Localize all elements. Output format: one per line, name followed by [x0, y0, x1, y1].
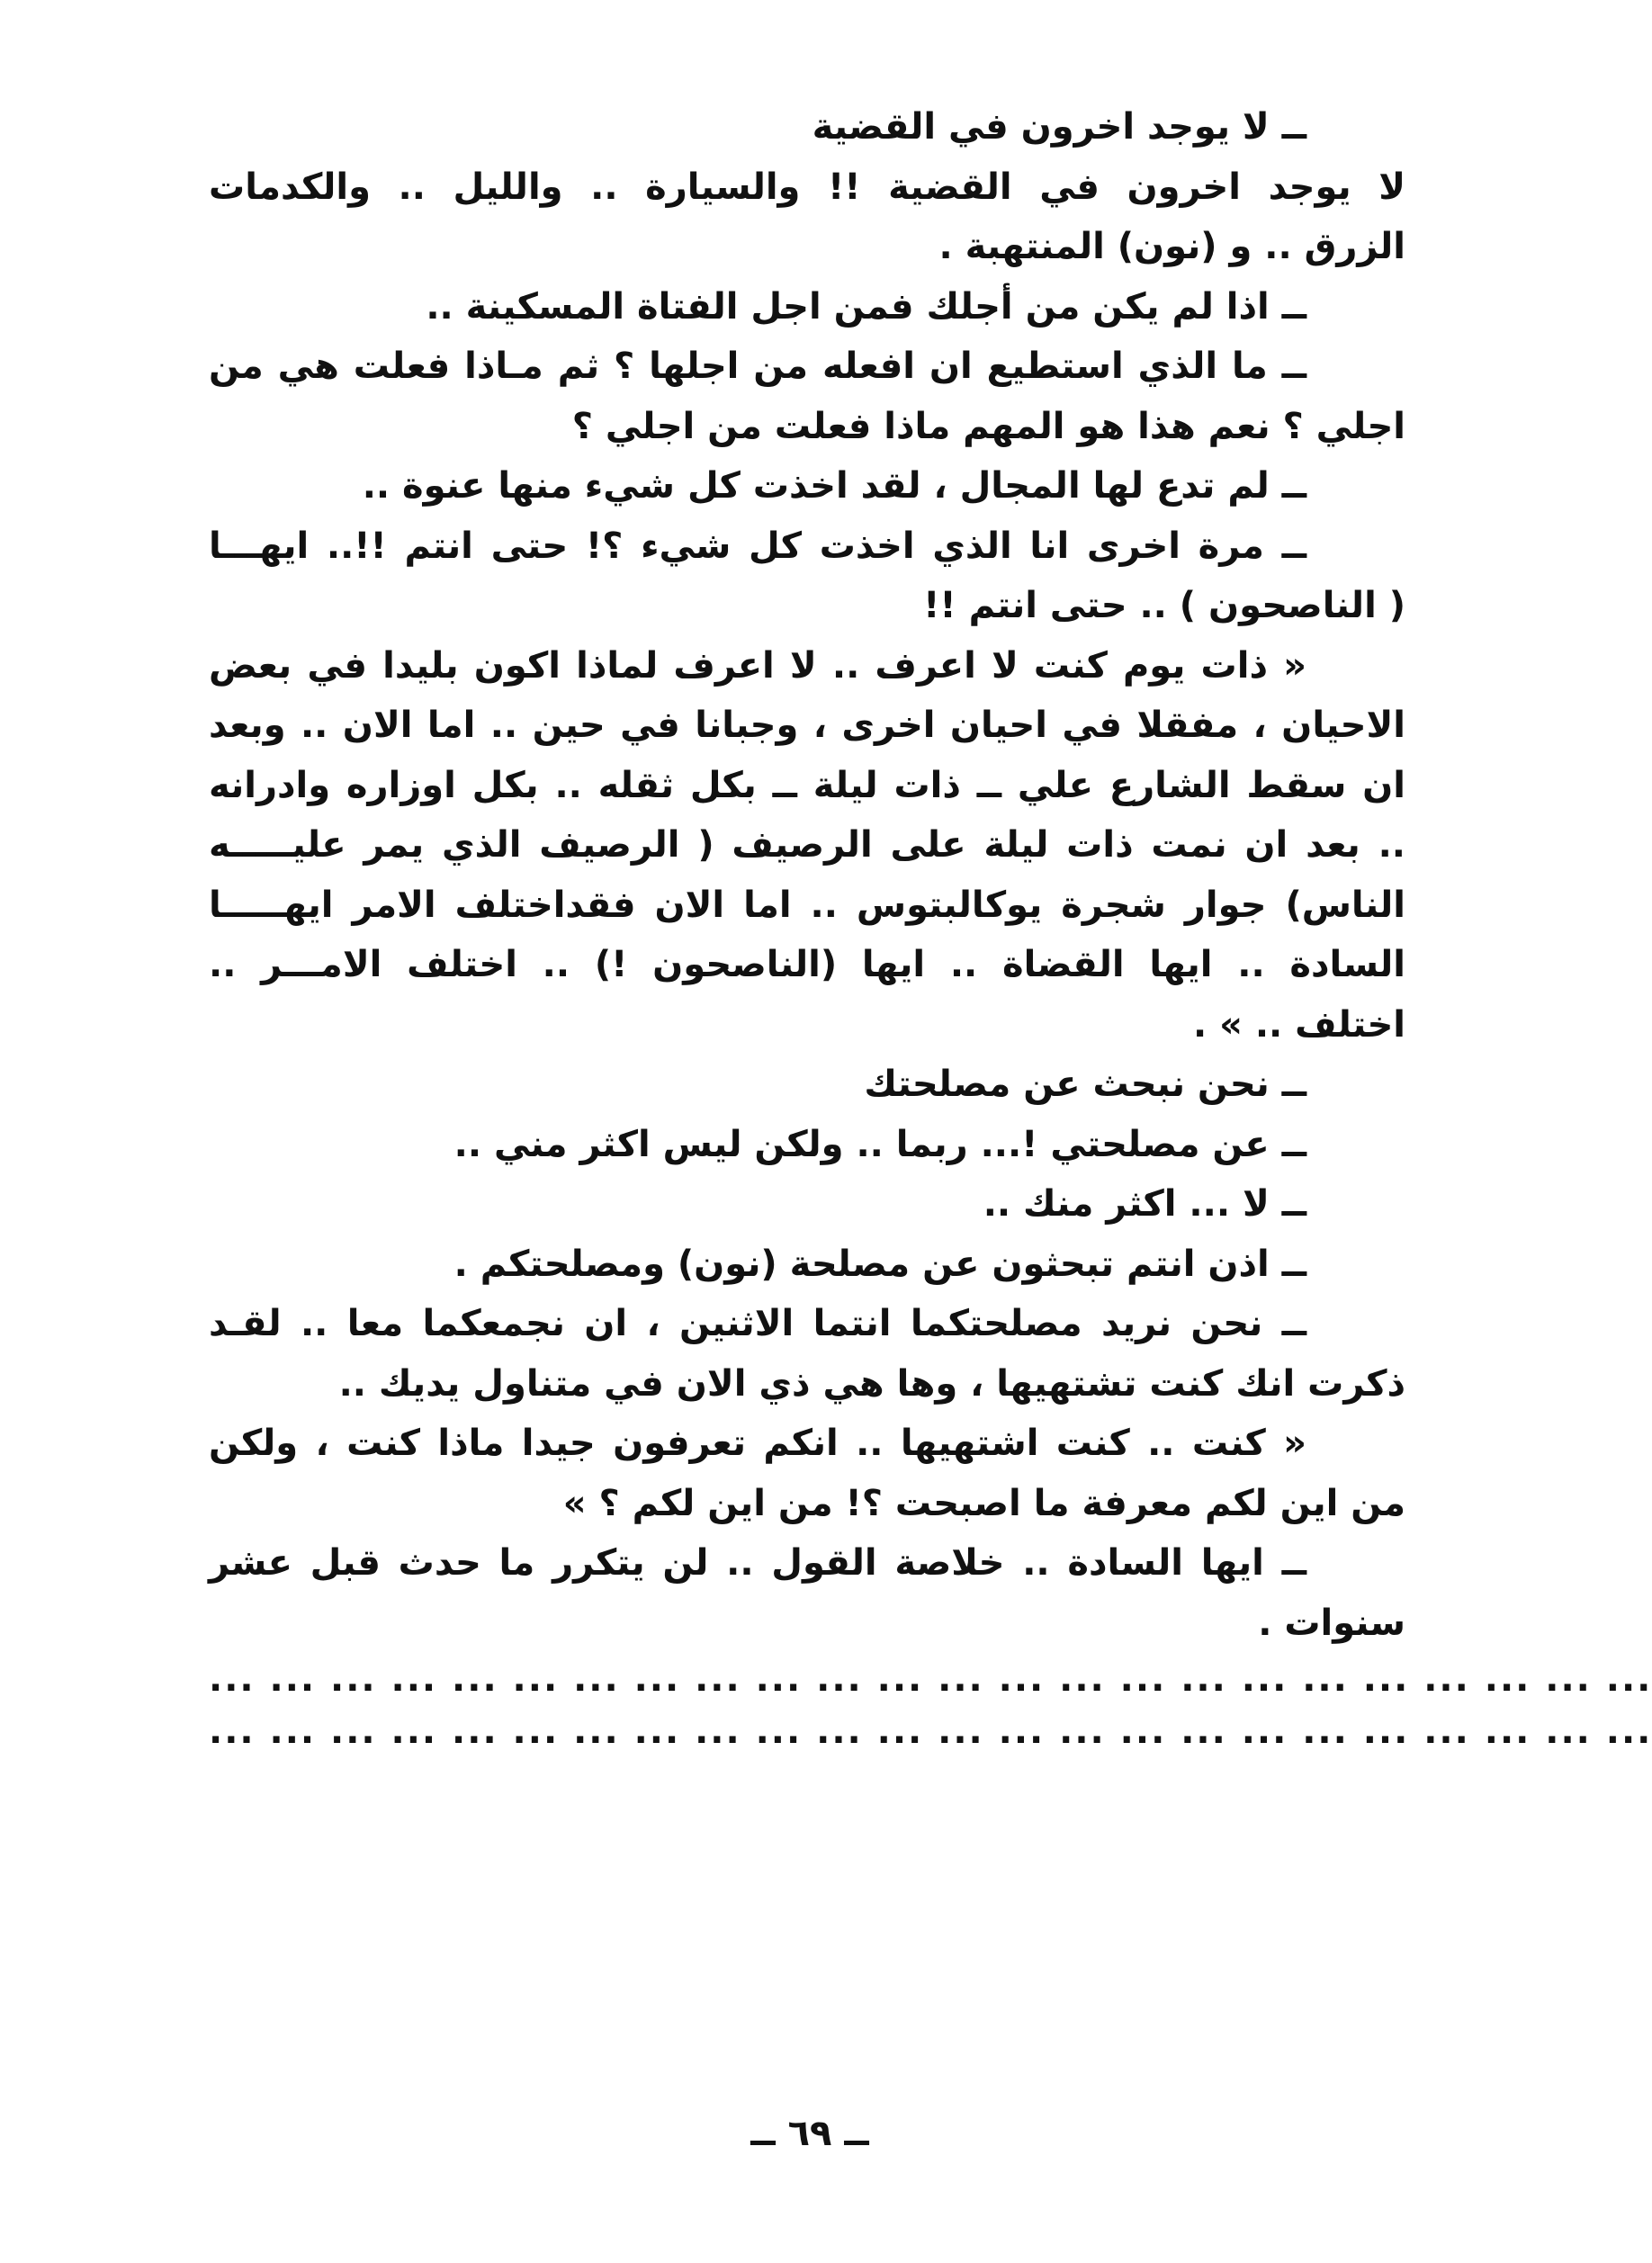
- text-line: ــ نحن نريد مصلحتكما انتما الاثنين ، ان نجمعكما معا .. لقـد: [209, 1303, 1306, 1344]
- text-line: ــ نحن نبحث عن مصلحتك: [864, 1064, 1306, 1105]
- text-line: ( الناصحون ) .. حتى انتم !!: [923, 585, 1405, 626]
- text-line: ــ لا يوجد اخرون في القضية: [812, 106, 1306, 148]
- text-line: اختلف .. » .: [1192, 1003, 1405, 1046]
- text-line: « كنت .. كنت اشتهيها .. انكم تعرفون جيدا ماذا كنت ، ولكن: [209, 1423, 1306, 1464]
- text-line: ــ ما الذي استطيع ان افعله من اجلها ؟ ثم مـاذا فعلت هي من: [209, 346, 1306, 387]
- text-line: ــ ايها السادة .. خلاصة القول .. لن يتكرر ما حدث قبل عشر: [209, 1542, 1306, 1584]
- text-line: ــ اذا لم يكن من أجلك فمن اجل الفتاة المسكينة ..: [426, 285, 1306, 328]
- ellipsis-row: ... ... ... ... ... ... ... ... ... ... ... ... ... ... ... ... ... ... ... ... ... ... ... ...: [209, 1711, 1652, 1752]
- text-line: من اين لكم معرفة ما اصبحت ؟! من اين لكم ؟ »: [562, 1482, 1405, 1524]
- text-line: ذكرت انك كنت تشتهيها ، وها هي ذي الان في متناول يديك ..: [338, 1362, 1405, 1405]
- body-text: [209, 97, 1652, 1757]
- ellipsis-row: ... ... ... ... ... ... ... ... ... ... ... ... ... ... ... ... ... ... ... ... ... ... ... ...: [209, 1658, 1652, 1700]
- text-line: سنوات .: [1258, 1602, 1405, 1644]
- text-line: « ذات يوم كنت لا اعرف .. لا اعرف لماذا اكون بليدا في بعض: [209, 644, 1306, 687]
- text-line: ــ مرة اخرى انا الذي اخذت كل شيء ؟! حتى انتم !!.. ايهـــا: [209, 525, 1306, 567]
- page-number: ــ ٦٩ ــ: [750, 2113, 869, 2154]
- text-line: الزرق .. و (نون) المنتهبة .: [938, 226, 1405, 267]
- text-line: ــ لا ... اكثر منك ..: [983, 1183, 1306, 1225]
- text-line: اجلي ؟ نعم هذا هو المهم ماذا فعلت من اجلي ؟: [571, 405, 1405, 447]
- text-line: ــ لم تدع لها المجال ، لقد اخذت كل شيء منها عنوة ..: [362, 465, 1306, 507]
- text-line: الناس) جوار شجرة يوكالبتوس .. اما الان فقداختلف الامر ايهـــــا: [209, 884, 1405, 926]
- text-line: السادة .. ايها القضاة .. ايها (الناصحون !) .. اختلف الامـــر ..: [209, 944, 1405, 985]
- text-line: ــ اذن انتم تبحثون عن مصلحة (نون) ومصلحتكم .: [453, 1243, 1306, 1285]
- text-line: الاحيان ، مفقلا في احيان اخرى ، وجبانا في حين .. اما الان .. وبعد: [209, 705, 1405, 746]
- text-line: .. بعد ان نمت ذات ليلة على الرصيف ( الرصيف الذي يمر عليـــــه: [209, 824, 1405, 866]
- text-line: لا يوجد اخرون في القضية !! والسيارة .. والليل .. والكدمات: [209, 166, 1405, 208]
- text-line: ان سقط الشارع علي ــ ذات ليلة ــ بكل ثقله .. بكل اوزاره وادرانه: [209, 764, 1405, 806]
- text-line: ــ عن مصلحتي !... ربما .. ولكن ليس اكثر مني ..: [453, 1123, 1306, 1165]
